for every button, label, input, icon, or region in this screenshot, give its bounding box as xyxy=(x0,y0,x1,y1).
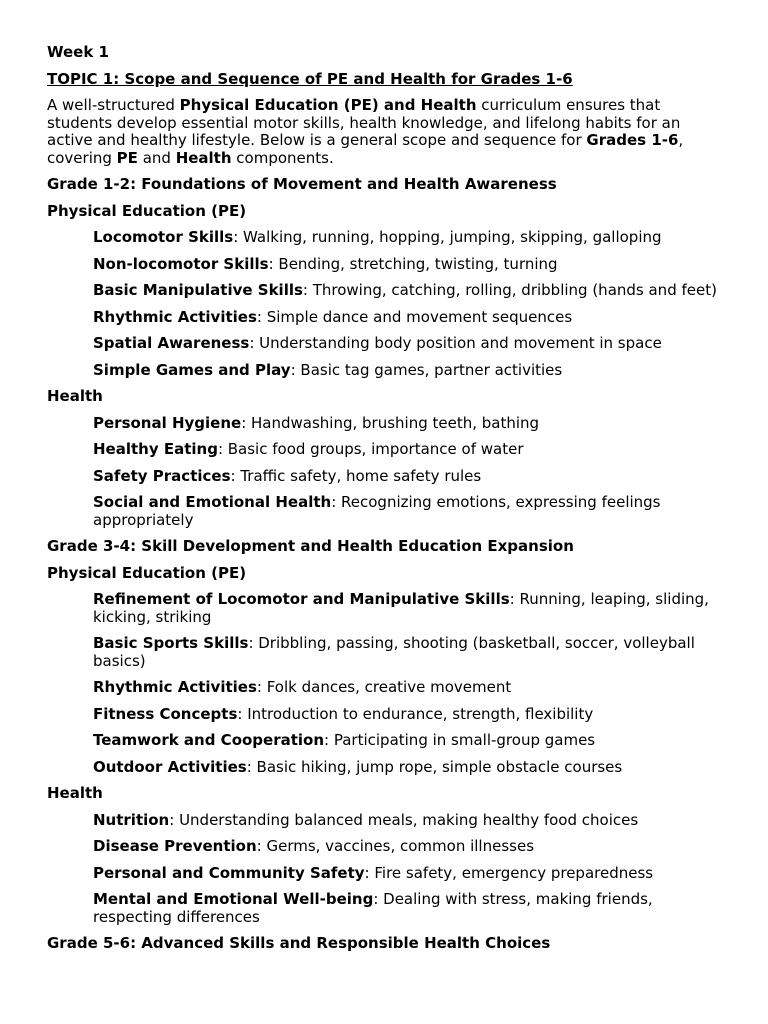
health-heading: Health xyxy=(47,387,103,405)
item-description: : Simple dance and movement sequences xyxy=(256,307,573,326)
item-term: Teamwork and Cooperation xyxy=(93,731,325,749)
item-description: : Folk dances, creative movement xyxy=(256,678,512,696)
list-item xyxy=(93,706,728,724)
health-list xyxy=(47,415,728,530)
item-term: Spatial Awareness xyxy=(93,334,250,352)
list-item xyxy=(93,256,728,274)
item-description: : Understanding body position and movement in space xyxy=(249,334,662,352)
item-term: Personal Hygiene xyxy=(93,413,242,432)
list-item xyxy=(93,282,728,300)
intro-paragraph xyxy=(47,97,728,167)
item-term: Non-locomotor Skills xyxy=(93,254,269,273)
pe-heading: Physical Education (PE) xyxy=(47,201,247,220)
item-description: : Throwing, catching, rolling, dribbling (hands and feet) xyxy=(302,281,717,299)
list-item xyxy=(93,891,728,926)
item-description: : Basic hiking, jump rope, simple obstacle courses xyxy=(246,757,623,776)
item-description: : Basic food groups, importance of water xyxy=(217,440,524,458)
list-item xyxy=(93,468,728,486)
intro-text: and xyxy=(137,148,176,167)
grade-heading: Grade 5-6: Advanced Skills and Responsible Health Choices xyxy=(47,934,551,952)
item-term: Fitness Concepts xyxy=(93,704,238,723)
item-description: : Traffic safety, home safety rules xyxy=(230,466,482,485)
list-item xyxy=(93,494,728,529)
intro-text: , covering xyxy=(47,131,684,167)
pe-list xyxy=(47,229,728,379)
item-description: : Understanding balanced meals, making healthy food choices xyxy=(169,810,639,829)
item-term: Rhythmic Activities xyxy=(93,307,257,326)
item-description: : Basic tag games, partner activities xyxy=(290,360,563,379)
pe-list xyxy=(47,591,728,776)
intro-bold-term: PE xyxy=(116,148,138,167)
list-item xyxy=(93,812,728,830)
item-term: Refinement of Locomotor and Manipulative Skills xyxy=(93,590,510,608)
item-description: : Running, leaping, sliding, kicking, striking xyxy=(93,590,709,626)
item-description: : Walking, running, hopping, jumping, skipping, galloping xyxy=(233,228,662,246)
item-term: Safety Practices xyxy=(93,466,231,485)
item-description: : Recognizing emotions, expressing feelings appropriately xyxy=(93,493,661,529)
item-description: : Participating in small-group games xyxy=(324,731,596,749)
item-description: : Introduction to endurance, strength, flexibility xyxy=(237,704,594,723)
list-item xyxy=(93,865,728,883)
list-item xyxy=(93,335,728,353)
list-item xyxy=(93,229,728,247)
item-term: Locomotor Skills xyxy=(93,228,234,246)
item-term: Social and Emotional Health xyxy=(93,493,332,511)
item-description: : Dribbling, passing, shooting (basketball, soccer, volleyball basics) xyxy=(93,634,695,670)
list-item xyxy=(93,732,728,750)
intro-text: curriculum ensures that students develop essential motor skills, health knowledge, and lifelong habits for an active and healthy lifestyle. Below is a general scope and sequence for xyxy=(47,96,681,149)
grade-heading: Grade 1-2: Foundations of Movement and Health Awareness xyxy=(47,175,557,193)
list-item xyxy=(93,838,728,856)
health-heading: Health xyxy=(47,784,103,802)
item-description: : Dealing with stress, making friends, respecting differences xyxy=(93,890,653,926)
list-item xyxy=(93,591,728,626)
intro-text: components. xyxy=(231,148,334,167)
week-label: Week 1 xyxy=(47,43,109,61)
health-list xyxy=(47,812,728,927)
item-term: Disease Prevention xyxy=(93,837,257,855)
list-item xyxy=(93,309,728,327)
intro-bold-term: Physical Education (PE) and Health xyxy=(179,96,477,114)
item-term: Rhythmic Activities xyxy=(93,678,257,696)
list-item xyxy=(93,679,728,697)
intro-text: A well-structured xyxy=(47,96,180,114)
grade-heading: Grade 3-4: Skill Development and Health Education Expansion xyxy=(47,537,574,555)
item-description: : Germs, vaccines, common illnesses xyxy=(256,837,535,855)
item-term: Outdoor Activities xyxy=(93,757,247,776)
list-item xyxy=(93,441,728,459)
topic-title: TOPIC 1: Scope and Sequence of PE and Health for Grades 1-6 xyxy=(47,69,573,88)
intro-bold-term: Health xyxy=(175,148,232,167)
item-term: Personal and Community Safety xyxy=(93,863,365,882)
item-term: Mental and Emotional Well-being xyxy=(93,890,374,908)
item-description: : Fire safety, emergency preparedness xyxy=(364,863,654,882)
item-description: : Handwashing, brushing teeth, bathing xyxy=(241,413,540,432)
item-description: : Bending, stretching, twisting, turning xyxy=(268,254,558,273)
list-item xyxy=(93,415,728,433)
list-item xyxy=(93,362,728,380)
list-item xyxy=(93,635,728,670)
item-term: Nutrition xyxy=(93,810,170,829)
pe-heading: Physical Education (PE) xyxy=(47,563,247,582)
intro-bold-term: Grades 1-6 xyxy=(586,131,679,149)
item-term: Basic Sports Skills xyxy=(93,634,249,652)
item-term: Healthy Eating xyxy=(93,440,218,458)
item-term: Basic Manipulative Skills xyxy=(93,281,303,299)
list-item xyxy=(93,759,728,777)
item-term: Simple Games and Play xyxy=(93,360,291,379)
